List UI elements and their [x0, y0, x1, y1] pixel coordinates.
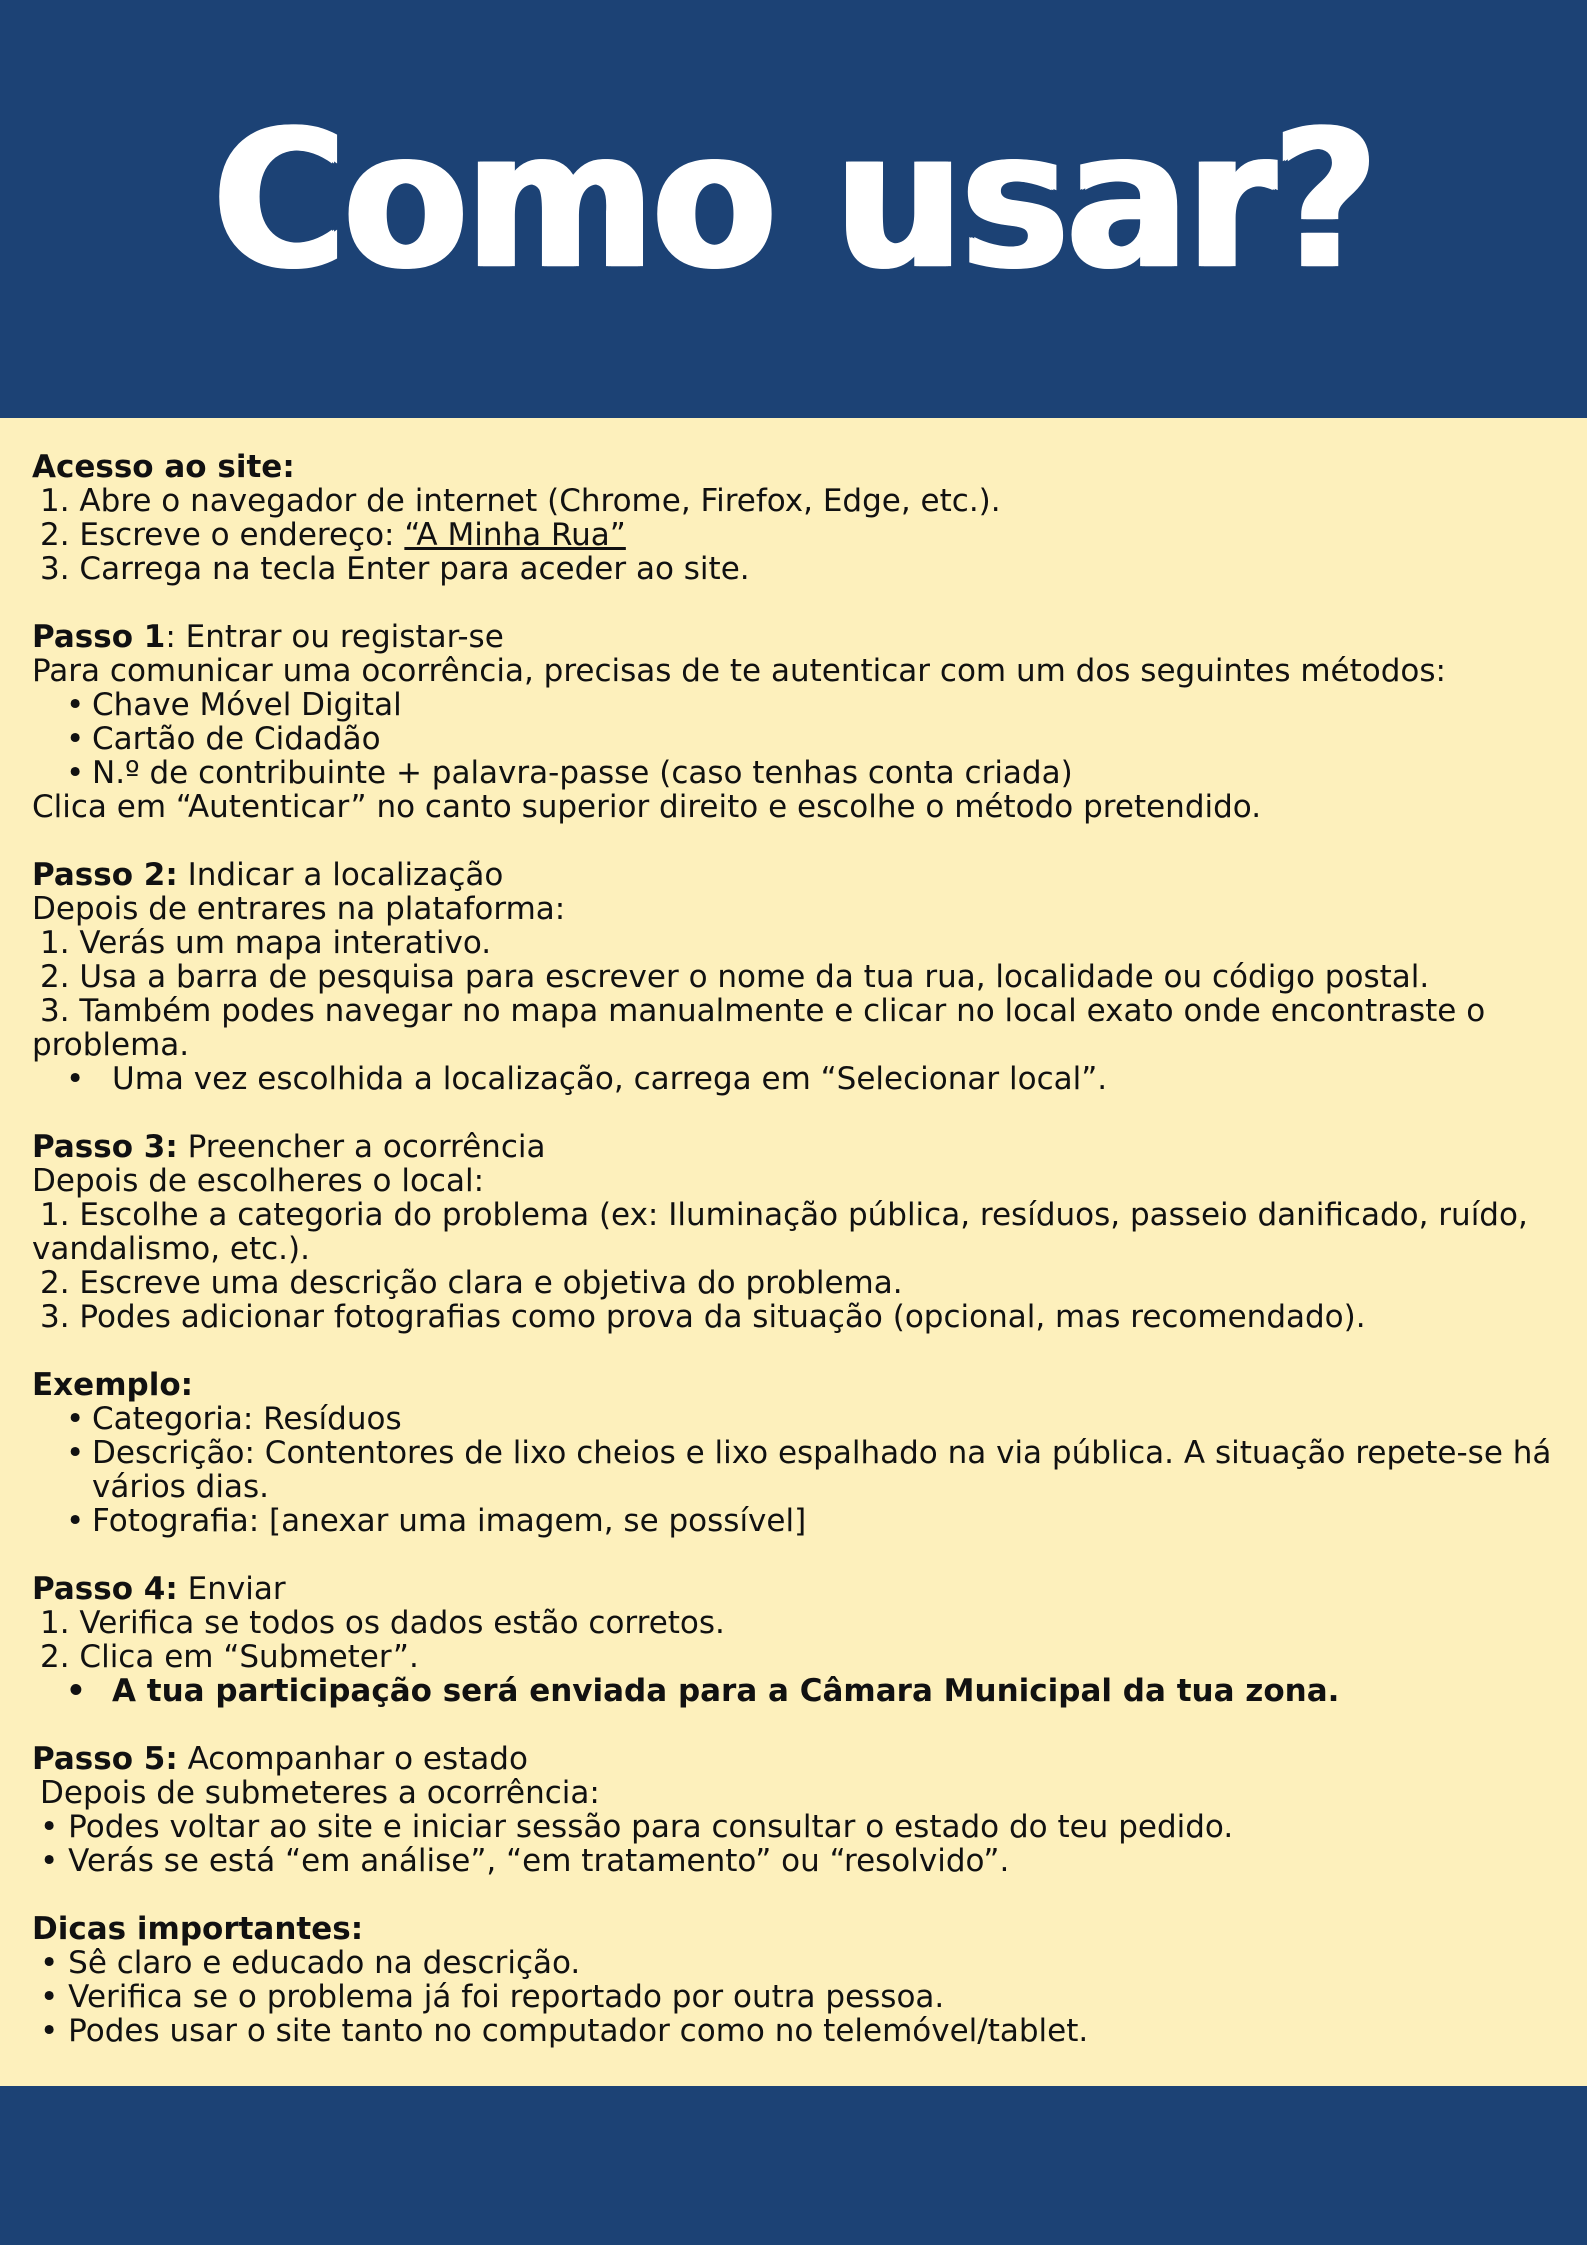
passo-2-step-1: 1. Verás um mapa interativo.	[40, 925, 492, 961]
footer-band	[0, 2086, 1587, 2245]
spacer	[32, 824, 1562, 858]
passo-2-bullet-text: Uma vez escolhida a localização, carrega em “Selecionar local”.	[112, 1061, 1108, 1097]
header-banner	[0, 0, 1587, 418]
spacer	[32, 1096, 1562, 1130]
example-photo: Fotografia: [anexar uma imagem, se possível]	[92, 1503, 807, 1539]
spacer	[32, 1334, 1562, 1368]
passo-5-intro: Depois de submeteres a ocorrência:	[40, 1775, 600, 1811]
passo-3-step-3: 3. Podes adicionar fotografias como prova da situação (opcional, mas recomendado).	[40, 1299, 1366, 1335]
passo-4-label: Passo 4:	[32, 1571, 178, 1607]
passo-3-step-2: 2. Escreve uma descrição clara e objetiva do problema.	[40, 1265, 903, 1301]
access-heading: Acesso ao site:	[32, 449, 295, 485]
passo-3-step-1-cont: vandalismo, etc.).	[32, 1231, 310, 1267]
passo-1-intro: Para comunicar uma ocorrência, precisas de te autenticar com um dos seguintes métodos:	[32, 653, 1446, 689]
instructions-content	[32, 450, 1562, 2048]
auth-method-item	[32, 722, 1562, 756]
passo-2-bullet	[32, 1062, 1562, 1096]
passo-2-step-3-cont: problema.	[32, 1027, 190, 1063]
example-heading: Exemplo:	[32, 1367, 194, 1403]
passo-2-label: Passo 2:	[32, 857, 178, 893]
auth-method-item	[32, 688, 1562, 722]
example-item	[32, 1436, 1562, 1470]
example-description: Descrição: Contentores de lixo cheios e lixo espalhado na via pública. A situação repete-se há	[92, 1435, 1552, 1471]
access-step-2	[32, 518, 1562, 552]
auth-method-label: Cartão de Cidadão	[92, 721, 381, 757]
passo-5-title: Acompanhar o estado	[177, 1741, 528, 1777]
passo-4-step-2: 2. Clica em “Submeter”.	[40, 1639, 419, 1675]
passo-3-heading	[32, 1130, 1562, 1164]
passo-2-intro: Depois de entrares na plataforma:	[32, 891, 566, 927]
passo-5-item: • Podes voltar ao site e iniciar sessão para consultar o estado do teu pedido.	[40, 1809, 1234, 1845]
passo-5-label: Passo 5:	[32, 1741, 178, 1777]
site-address-link[interactable]: “A Minha Rua”	[404, 517, 626, 553]
access-step-2-text: 2. Escreve o endereço:	[40, 517, 405, 553]
passo-2-title: Indicar a localização	[177, 857, 504, 893]
passo-3-label: Passo 3:	[32, 1129, 178, 1165]
passo-2-step-3: 3. Também podes navegar no mapa manualmente e clicar no local exato onde encontraste o	[40, 993, 1486, 1029]
tip-item: • Verifica se o problema já foi reportado por outra pessoa.	[40, 1979, 945, 2015]
access-step-3: 3. Carrega na tecla Enter para aceder ao site.	[40, 551, 750, 587]
passo-1-outro: Clica em “Autenticar” no canto superior direito e escolhe o método pretendido.	[32, 789, 1262, 825]
tips-heading: Dicas importantes:	[32, 1911, 364, 1947]
passo-4-bullet	[32, 1674, 1562, 1708]
tip-item: • Sê claro e educado na descrição.	[40, 1945, 581, 1981]
example-description-cont: vários dias.	[92, 1469, 269, 1505]
passo-1-heading	[32, 620, 1562, 654]
passo-3-step-1: 1. Escolhe a categoria do problema (ex: Iluminação pública, resíduos, passeio danificado, ruído,	[40, 1197, 1528, 1233]
passo-1-label: Passo 1	[32, 619, 166, 655]
example-category: Categoria: Resíduos	[92, 1401, 402, 1437]
passo-3-title: Preencher a ocorrência	[177, 1129, 546, 1165]
passo-4-heading	[32, 1572, 1562, 1606]
passo-1-title: : Entrar ou registar-se	[165, 619, 504, 655]
auth-method-item	[32, 756, 1562, 790]
auth-method-label: N.º de contribuinte + palavra-passe (caso tenhas conta criada)	[92, 755, 1073, 791]
passo-3-intro: Depois de escolheres o local:	[32, 1163, 485, 1199]
spacer	[32, 1878, 1562, 1912]
tip-item: • Podes usar o site tanto no computador como no telemóvel/tablet.	[40, 2013, 1089, 2049]
spacer	[32, 586, 1562, 620]
passo-4-title: Enviar	[177, 1571, 286, 1607]
passo-5-heading	[32, 1742, 1562, 1776]
example-item	[32, 1504, 1562, 1538]
page-title: Como usar?	[212, 88, 1375, 312]
spacer	[32, 1708, 1562, 1742]
passo-2-heading	[32, 858, 1562, 892]
auth-method-label: Chave Móvel Digital	[92, 687, 402, 723]
spacer	[32, 1538, 1562, 1572]
passo-4-step-1: 1. Verifica se todos os dados estão corretos.	[40, 1605, 725, 1641]
example-item	[32, 1402, 1562, 1436]
passo-4-bullet-text: A tua participação será enviada para a Câmara Municipal da tua zona.	[112, 1673, 1340, 1709]
access-step-1: 1. Abre o navegador de internet (Chrome, Firefox, Edge, etc.).	[40, 483, 1001, 519]
passo-5-item: • Verás se está “em análise”, “em tratamento” ou “resolvido”.	[40, 1843, 1010, 1879]
passo-2-step-2: 2. Usa a barra de pesquisa para escrever o nome da tua rua, localidade ou código postal.	[40, 959, 1430, 995]
